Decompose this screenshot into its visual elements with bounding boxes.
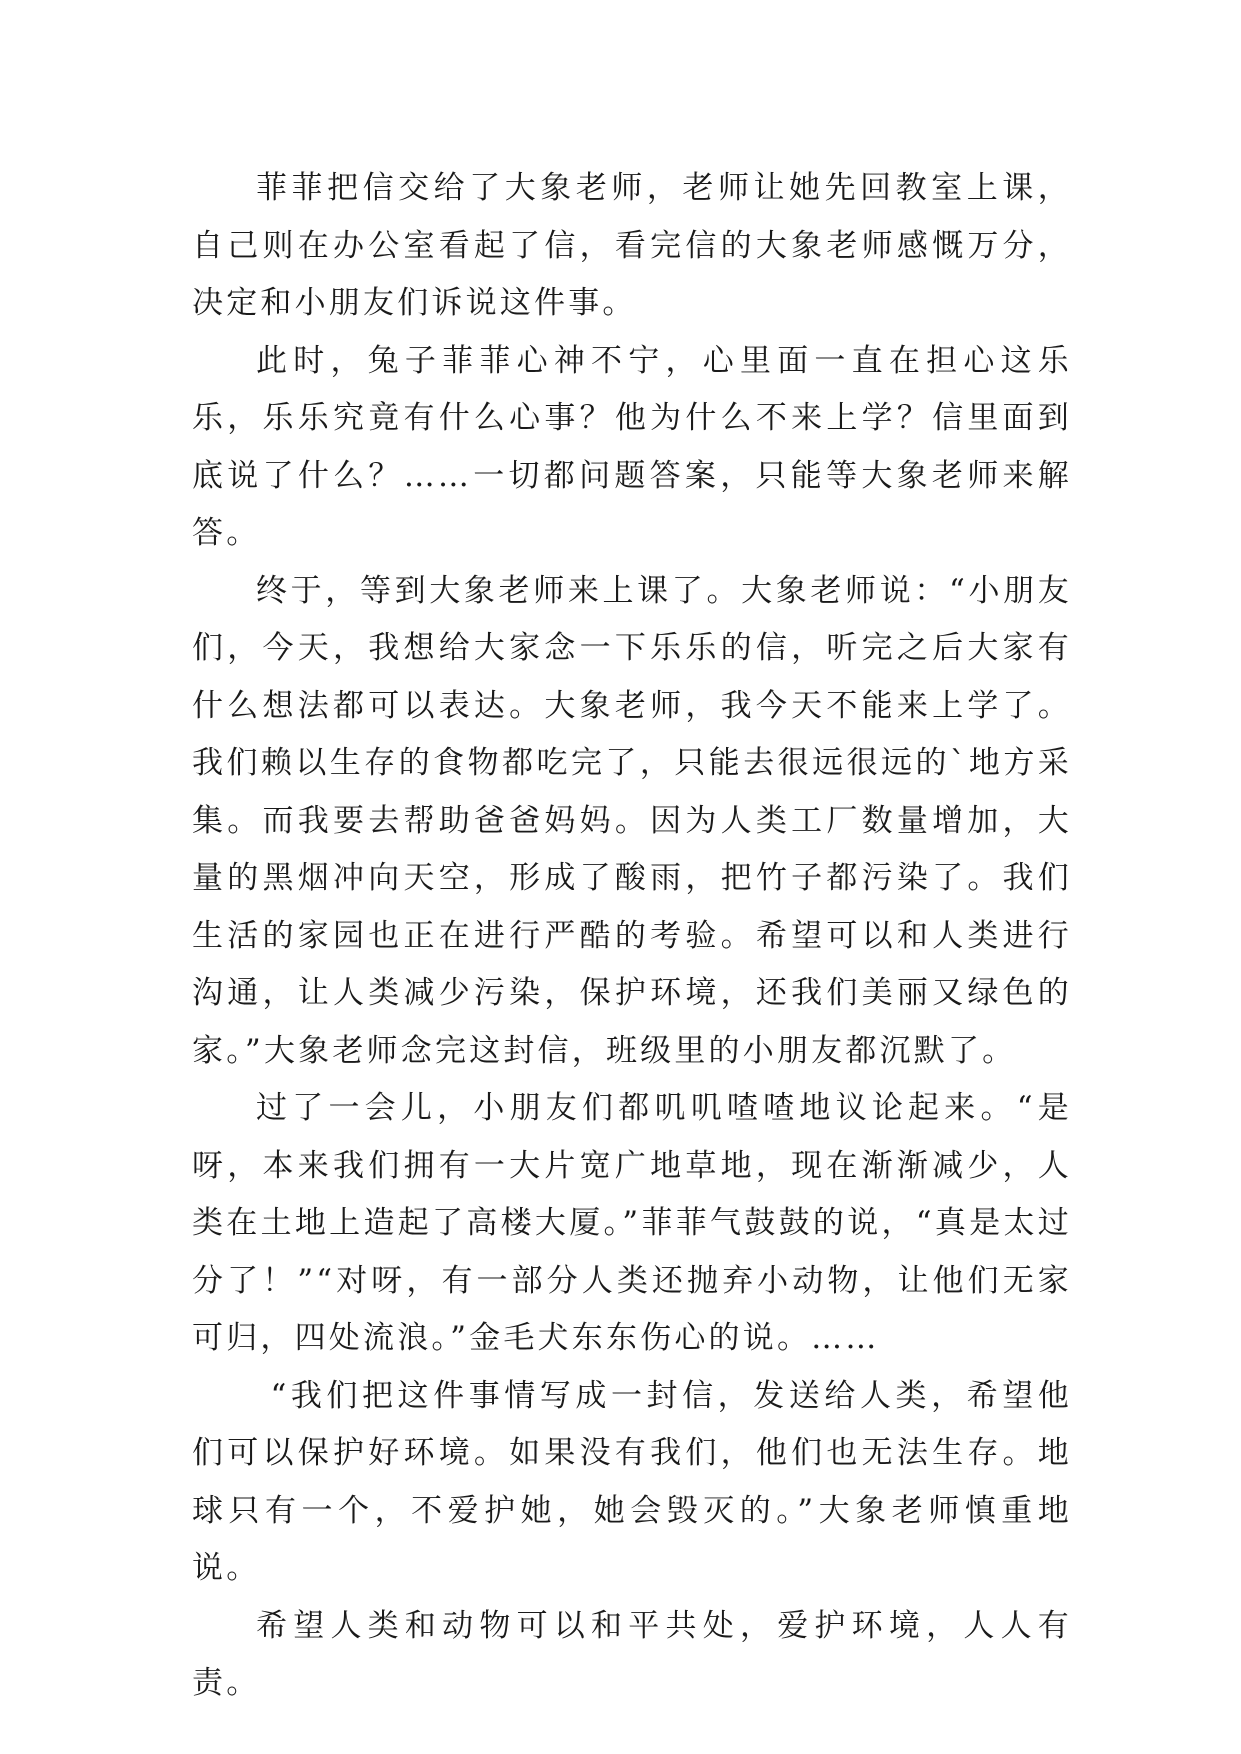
paragraph-2: 此时，兔子菲菲心神不宁，心里面一直在担心这乐乐，乐乐究竟有什么心事？他为什么不来上学？信里面到底说了什么？……一切都问题答案，只能等大象老师来解答。 — [192, 342, 1072, 551]
paragraph-6: 希望人类和动物可以和平共处，爱护环境，人人有责。 — [192, 1607, 1072, 1701]
story-text — [192, 160, 1072, 1713]
paragraph-3: 终于，等到大象老师来上课了。大象老师说：“小朋友们，今天，我想给大家念一下乐乐的信，听完之后大家有什么想法都可以表达。大象老师，我今天不能来上学了。我们赖以生存的食物都吃完了，只能去很远很远的`地方采集。而我要去帮助爸爸妈妈。因为人类工厂数量增加，大量的黑烟冲向天空，形成了酸雨，把竹子都污染了。我们生活的家园也正在进行严酷的考验。希望可以和人类进行沟通，让人类减少污染，保护环境，还我们美丽又绿色的家。”大象老师念完这封信，班级里的小朋友都沉默了。 — [192, 572, 1072, 1069]
paragraph-5: “我们把这件事情写成一封信，发送给人类，希望他们可以保护好环境。如果没有我们，他们也无法生存。地球只有一个，不爱护她，她会毁灭的。”大象老师慎重地说。 — [192, 1377, 1072, 1586]
paragraph-1: 菲菲把信交给了大象老师，老师让她先回教室上课，自己则在办公室看起了信，看完信的大象老师感慨万分，决定和小朋友们诉说这件事。 — [192, 170, 1072, 321]
paragraph-4: 过了一会儿，小朋友们都叽叽喳喳地议论起来。“是呀，本来我们拥有一大片宽广地草地，现在渐渐减少，人类在土地上造起了高楼大厦。”菲菲气鼓鼓的说，“真是太过分了！”“对呀，有一部分人类还抛弃小动物，让他们无家可归，四处流浪。”金毛犬东东伤心的说。…… — [192, 1090, 1072, 1356]
